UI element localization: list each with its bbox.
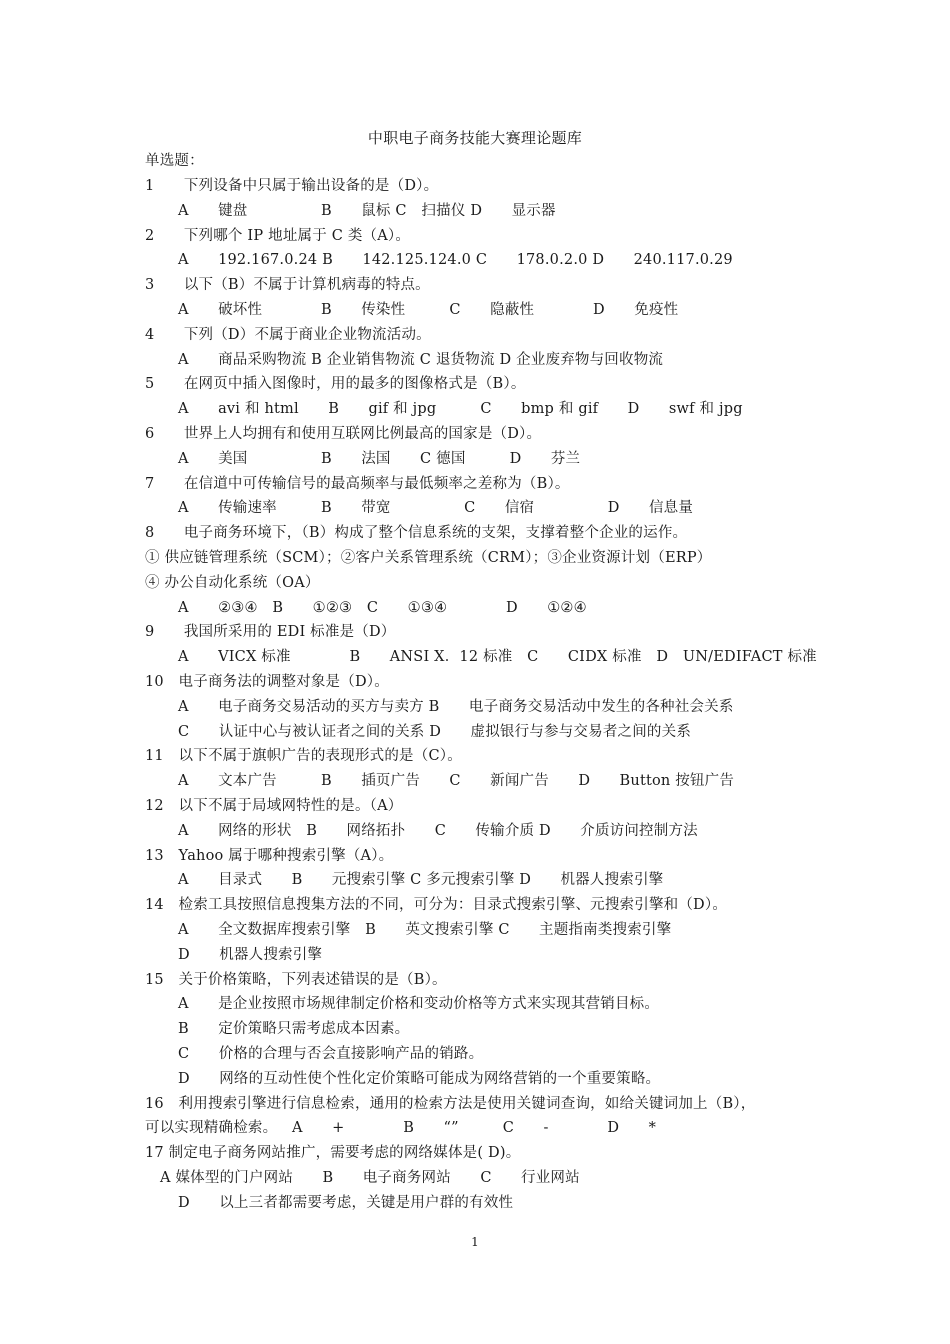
question-line: ① 供应链管理系统（SCM）；②客户关系管理系统（CRM）；③企业资源计划（ERP） — [145, 550, 712, 566]
question-line: 2 下列哪个 IP 地址属于 C 类（A）。 — [145, 227, 411, 244]
question-line: 4 下列（D）不属于商业企业物流活动。 — [145, 326, 431, 343]
option-line: A 是企业按照市场规律制定价格和变动价格等方式来实现其营销目标。 — [178, 996, 660, 1013]
option-line: A 网络的形状 B 网络拓扑 C 传输介质 D 介质访问控制方法 — [178, 822, 698, 839]
option-line: D 以上三者都需要考虑，关键是用户群的有效性 — [178, 1194, 514, 1211]
option-line: A 电子商务交易活动的买方与卖方 B 电子商务交易活动中发生的各种社会关系 — [178, 698, 734, 715]
question-line: 可以实现精确检索。 A + B “” C - D * — [145, 1120, 657, 1137]
question-line: 1 下列设备中只属于输出设备的是（D）。 — [145, 178, 439, 194]
option-line: C 认证中心与被认证者之间的关系 D 虚拟银行与参与交易者之间的关系 — [178, 723, 692, 740]
question-line: 3 以下（B）不属于计算机病毒的特点。 — [145, 277, 430, 294]
option-line: A 键盘 B 鼠标 C 扫描仪 D 显示器 — [178, 202, 556, 219]
option-line: A 美国 B 法国 C 德国 D 芬兰 — [178, 450, 581, 467]
option-line: D 机器人搜索引擎 — [178, 946, 323, 963]
question-line: 16 利用搜索引擎进行信息检索，通用的检索方法是使用关键词查询，如给关键词加上（B）， — [145, 1095, 756, 1112]
question-line: ④ 办公自动化系统（OA） — [145, 574, 320, 591]
question-line: 8 电子商务环境下，（B）构成了整个信息系统的支架，支撑着整个企业的运作。 — [145, 525, 688, 542]
option-line: A avi 和 html B gif 和 jpg C bmp 和 gif D swf 和 jpg — [178, 401, 743, 418]
question-line: 5 在网页中插入图像时，用的最多的图像格式是（B）。 — [145, 376, 526, 393]
option-line: A 传输速率 B 带宽 C 信宿 D 信息量 — [178, 500, 694, 517]
document-title: 中职电子商务技能大赛理论题库 — [367, 129, 583, 147]
question-line: 14 检索工具按照信息搜集方法的不同，可分为：目录式搜索引擎、元搜索引擎和（D）。 — [145, 897, 728, 914]
option-line: B 定价策略只需考虑成本因素。 — [178, 1021, 410, 1038]
question-line: 15 关于价格策略，下列表述错误的是（B）。 — [145, 971, 447, 988]
question-line: 6 世界上人均拥有和使用互联网比例最高的国家是（D）。 — [145, 426, 542, 442]
option-line: C 价格的合理与否会直接影响产品的销路。 — [178, 1046, 484, 1062]
question-line: 13 Yahoo 属于哪种搜索引擎（A）。 — [145, 847, 394, 864]
option-line: A 文本广告 B 插页广告 C 新闻广告 D Button 按钮广告 — [178, 773, 735, 790]
option-line: A 商品采购物流 B 企业销售物流 C 退货物流 D 企业废弃物与回收物流 — [178, 351, 664, 368]
question-line: 9 我国所采用的 EDI 标准是（D） — [145, 624, 396, 641]
option-line: A VICX 标准 B ANSI X．12 标准 C CIDX 标准 D UN/EDIFACT 标准 — [178, 649, 817, 666]
question-line: 17 制定电子商务网站推广，需要考虑的网络媒体是( D)。 — [145, 1145, 521, 1162]
option-line: A 全文数据库搜索引擎 B 英文搜索引擎 C 主题指南类搜索引擎 — [178, 922, 672, 938]
page-number: 1 — [471, 1235, 479, 1249]
option-line: A 媒体型的门户网站 B 电子商务网站 C 行业网站 — [160, 1170, 580, 1186]
question-line: 7 在信道中可传输信号的最高频率与最低频率之差称为（B）。 — [145, 475, 570, 492]
option-line: A ②③④ B ①②③ C ①③④ D ①②④ — [178, 599, 587, 616]
section-heading: 单选题： — [145, 153, 204, 169]
option-line: A 目录式 B 元搜索引擎 C 多元搜索引擎 D 机器人搜索引擎 — [178, 872, 664, 889]
question-line: 11 以下不属于旗帜广告的表现形式的是（C）。 — [145, 748, 462, 765]
option-line: A 破坏性 B 传染性 C 隐蔽性 D 免疫性 — [178, 302, 679, 318]
option-line: D 网络的互动性使个性化定价策略可能成为网络营销的一个重要策略。 — [178, 1070, 661, 1087]
question-line: 12 以下不属于局域网特性的是。（A） — [145, 798, 403, 814]
question-line: 10 电子商务法的调整对象是（D）。 — [145, 674, 389, 690]
option-line: A 192.167.0.24 B 142.125.124.0 C 178.0.2.0 D 240.117.0.29 — [178, 252, 733, 269]
